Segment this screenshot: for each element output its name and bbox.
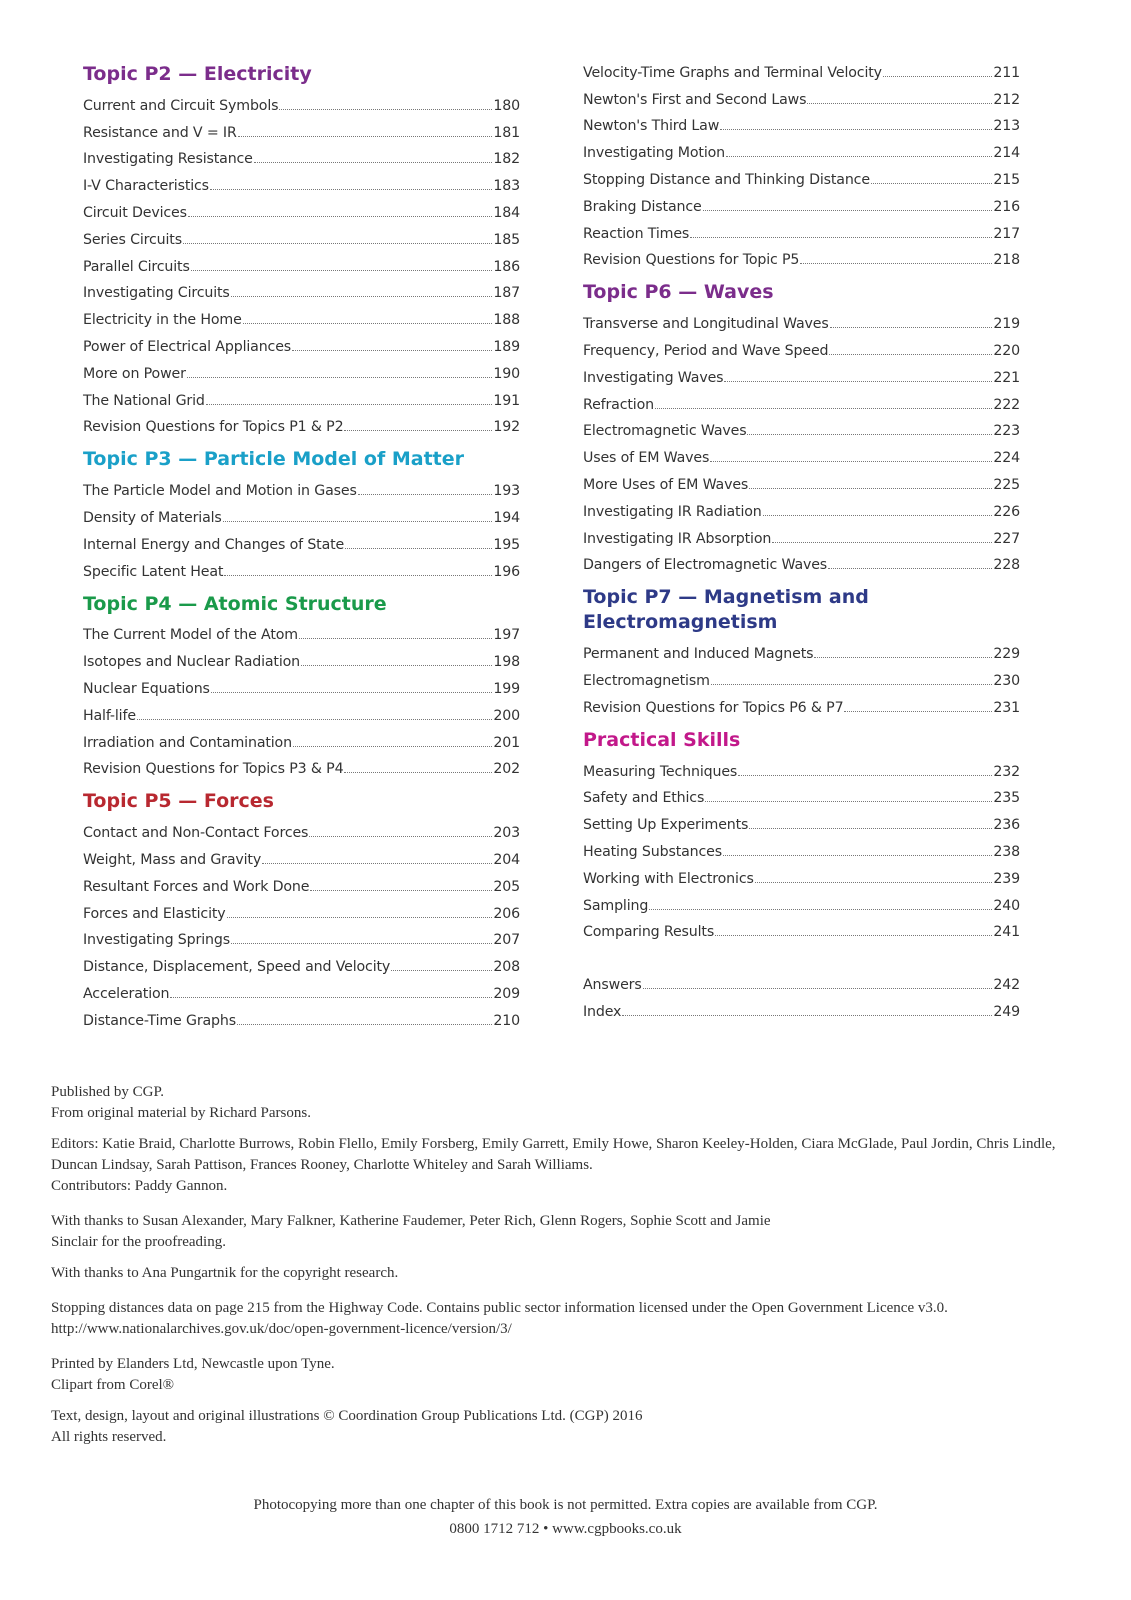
toc-entry-page: 208 (493, 959, 520, 976)
toc-entry-title: Irradiation and Contamination (83, 734, 292, 751)
toc-entry (583, 305, 1020, 332)
toc-entry (83, 275, 520, 302)
toc-entry (583, 520, 1020, 547)
toc-entry (83, 1002, 520, 1029)
toc-entry-title: The National Grid (83, 392, 205, 409)
toc-entry-title: Reaction Times (583, 225, 690, 242)
toc-entry (83, 355, 520, 382)
toc-entry (83, 248, 520, 275)
toc-entry-page: 202 (493, 761, 520, 778)
toc-entry-leader (301, 665, 492, 666)
toc-entry-leader (310, 890, 492, 891)
toc-entry (83, 499, 520, 526)
toc-entry (83, 472, 520, 499)
toc-entry (83, 868, 520, 895)
toc-entry-title: I-V Characteristics (83, 178, 209, 195)
toc-entry-page: 223 (993, 423, 1020, 440)
toc-entry-page: 221 (993, 369, 1020, 386)
toc-entry-leader (747, 434, 992, 435)
toc-entry (83, 167, 520, 194)
toc-entry-leader (262, 863, 492, 864)
toc-section-back (583, 966, 1020, 1020)
toc-entry-leader (883, 76, 992, 77)
toc-entry (83, 814, 520, 841)
toc-entry (583, 914, 1020, 941)
toc-entry-title: More on Power (83, 365, 186, 382)
toc-entry-leader (237, 1024, 492, 1025)
toc-entry-page: 191 (493, 392, 520, 409)
toc-entry (583, 386, 1020, 413)
toc-entry-leader (705, 801, 992, 802)
toc-entry-title: Revision Questions for Topics P1 & P2 (83, 419, 344, 436)
toc-entry-title: Revision Questions for Topics P3 & P4 (83, 761, 344, 778)
contact-line: 0800 1712 712 • www.cgpbooks.co.uk (449, 1521, 682, 1537)
toc-entry-leader (622, 1015, 992, 1016)
toc-entry (583, 966, 1020, 993)
toc-entry-title: More Uses of EM Waves (583, 476, 749, 493)
toc-entry-page: 212 (993, 91, 1020, 108)
toc-entry-page: 180 (493, 97, 520, 114)
toc-entry (583, 54, 1020, 81)
toc-entry (83, 87, 520, 114)
toc-entry (583, 332, 1020, 359)
toc-entry-leader (344, 772, 492, 773)
page-footer (0, 1493, 1131, 1541)
toc-section-p3 (83, 447, 520, 579)
toc-entry-title: Half-life (83, 707, 136, 724)
toc-entry-page: 189 (493, 338, 520, 355)
toc-entry-leader (223, 521, 493, 522)
topic-heading-practical: Practical Skills (583, 728, 741, 751)
toc-section-p4 (83, 592, 520, 778)
toc-entry-leader (299, 638, 492, 639)
toc-entry-leader (170, 997, 492, 998)
toc-entry (583, 689, 1020, 716)
toc-entry-title: Sampling (583, 897, 649, 914)
toc-entry-title: Parallel Circuits (83, 258, 190, 275)
toc-entry-page: 217 (993, 225, 1020, 242)
toc-entry-leader (829, 354, 992, 355)
topic-heading-p3: Topic P3 — Particle Model of Matter (83, 448, 464, 471)
toc-entry-page: 226 (993, 503, 1020, 520)
toc-entry-page: 216 (993, 198, 1020, 215)
toc-entry-page: 236 (993, 817, 1020, 834)
toc-entry-leader (723, 855, 992, 856)
toc-entry-leader (358, 494, 493, 495)
toc-entry-leader (738, 775, 992, 776)
toc-entry-leader (749, 488, 992, 489)
credits-proofreading: With thanks to Susan Alexander, Mary Falkner, Katherine Faudemer, Peter Rich, Glenn Rogers, Sophie Scott and Jamie Sinclair for the proofreading. (51, 1213, 771, 1250)
toc-entry-page: 218 (993, 252, 1020, 269)
toc-entry-leader (703, 210, 993, 211)
toc-entry (83, 975, 520, 1002)
toc-entry-page: 186 (493, 258, 520, 275)
toc-entry-page: 214 (993, 145, 1020, 162)
toc-entry-title: Transverse and Longitudinal Waves (583, 316, 829, 333)
toc-section-p6 (583, 280, 1020, 573)
toc-entry-title: Circuit Devices (83, 204, 187, 221)
toc-entry-title: Nuclear Equations (83, 680, 210, 697)
toc-entry (583, 860, 1020, 887)
toc-entry (583, 134, 1020, 161)
toc-entry (583, 993, 1020, 1020)
toc-entry-page: 201 (493, 734, 520, 751)
toc-entry-page: 209 (493, 985, 520, 1002)
toc-entry (583, 887, 1020, 914)
toc-entry (583, 753, 1020, 780)
toc-entry-page: 231 (993, 699, 1020, 716)
toc-entry (83, 895, 520, 922)
toc-entry-page: 190 (493, 365, 520, 382)
toc-left-column (83, 62, 520, 1029)
toc-entry-page: 182 (493, 151, 520, 168)
toc-entry-page: 199 (493, 680, 520, 697)
topic-heading-p4: Topic P4 — Atomic Structure (83, 592, 387, 615)
toc-entry-page: 232 (993, 763, 1020, 780)
toc-entry-title: Series Circuits (83, 231, 182, 248)
toc-entry-title: Measuring Techniques (583, 763, 738, 780)
toc-entry-leader (224, 575, 492, 576)
toc-entry-title: Specific Latent Heat (83, 563, 224, 580)
contributors-text: Contributors: Paddy Gannon. (51, 1178, 228, 1194)
toc-entry-page: 213 (993, 118, 1020, 135)
toc-entry-page: 222 (993, 396, 1020, 413)
toc-entry-title: Investigating Waves (583, 369, 724, 386)
toc-entry-title: Frequency, Period and Wave Speed (583, 342, 829, 359)
toc-entry-page: 183 (493, 178, 520, 195)
toc-entry-title: Investigating Circuits (83, 285, 230, 302)
toc-entry-leader (720, 129, 992, 130)
credits-editors (51, 1134, 1071, 1197)
toc-entry-leader (844, 711, 992, 712)
published-by: Published by CGP. (51, 1084, 164, 1100)
toc-entry-title: Contact and Non-Contact Forces (83, 825, 309, 842)
toc-entry (83, 141, 520, 168)
toc-entry-page: 206 (493, 905, 520, 922)
toc-entry-leader (211, 692, 493, 693)
toc-entry-page: 194 (493, 509, 520, 526)
toc-entry-title: Acceleration (83, 985, 170, 1002)
toc-entry-title: Newton's First and Second Laws (583, 91, 807, 108)
toc-entry-page: 230 (993, 672, 1020, 689)
toc-entry (583, 493, 1020, 520)
toc-entry-leader (191, 270, 493, 271)
toc-entry-leader (749, 828, 992, 829)
toc-entry (83, 301, 520, 328)
toc-entry-title: Weight, Mass and Gravity (83, 851, 262, 868)
toc-entry-leader (345, 548, 492, 549)
toc-entry-title: Investigating Springs (83, 932, 230, 949)
toc-entry-leader (293, 746, 492, 747)
toc-entry (83, 841, 520, 868)
toc-entry-title: Working with Electronics (583, 870, 754, 887)
toc-entry-leader (649, 909, 992, 910)
toc-entry (583, 161, 1020, 188)
toc-entry-title: Forces and Elasticity (83, 905, 226, 922)
toc-section-p7 (583, 585, 1020, 715)
editors-text: Editors: Katie Braid, Charlotte Burrows, Robin Flello, Emily Forsberg, Emily Garrett, Emily Howe, Sharon Keeley-Holden, Ciara McGlade, Paul Jordin, Chris Lindle, Duncan Lindsay, Sarah Pattison, Frances Rooney, Charlotte Whiteley and Sarah Williams. (51, 1136, 1056, 1173)
toc-entry (583, 188, 1020, 215)
toc-entry-page: 181 (493, 124, 520, 141)
toc-entry-page: 200 (493, 707, 520, 724)
toc-entry (83, 114, 520, 141)
toc-entry-leader (292, 350, 492, 351)
toc-entry-page: 204 (493, 851, 520, 868)
toc-entry-title: Investigating Resistance (83, 151, 253, 168)
topic-heading-p6: Topic P6 — Waves (583, 281, 774, 304)
toc-entry-leader (655, 408, 992, 409)
toc-entry-page: 188 (493, 312, 520, 329)
toc-entry-leader (830, 327, 993, 328)
toc-entry (583, 547, 1020, 574)
toc-entry (583, 780, 1020, 807)
toc-entry-leader (210, 189, 492, 190)
toc-entry-page: 187 (493, 285, 520, 302)
toc-entry-leader (206, 404, 493, 405)
credits-copyright-research: With thanks to Ana Pungartnik for the copyright research. (51, 1265, 399, 1281)
toc-entry (583, 806, 1020, 833)
toc-entry (583, 215, 1020, 242)
toc-entry (83, 948, 520, 975)
photocopy-notice: Photocopying more than one chapter of this book is not permitted. Extra copies are available from CGP. (253, 1497, 878, 1513)
toc-entry-title: Answers (583, 977, 642, 994)
toc-entry-page: 238 (993, 843, 1020, 860)
toc-entry-title: Electromagnetic Waves (583, 423, 747, 440)
toc-entry-page: 210 (493, 1012, 520, 1029)
topic-heading-p7: Topic P7 — Magnetism and Electromagnetism (583, 586, 869, 634)
toc-entry-leader (715, 935, 992, 936)
toc-entry-page: 225 (993, 476, 1020, 493)
toc-entry-title: Revision Questions for Topics P6 & P7 (583, 699, 844, 716)
toc-entry-page: 229 (993, 646, 1020, 663)
toc-entry-page: 195 (493, 536, 520, 553)
toc-entry-leader (724, 381, 992, 382)
toc-entry-title: Setting Up Experiments (583, 817, 749, 834)
toc-entry-title: Resistance and V = IR (83, 124, 237, 141)
toc-entry (83, 643, 520, 670)
toc-entry (583, 635, 1020, 662)
toc-entry (583, 413, 1020, 440)
toc-entry-leader (309, 836, 492, 837)
toc-entry-page: 196 (493, 563, 520, 580)
toc-entry-title: Safety and Ethics (583, 790, 705, 807)
topic-heading-p5: Topic P5 — Forces (83, 790, 274, 813)
toc-section-p5-cont (583, 54, 1020, 268)
toc-entry-title: Velocity-Time Graphs and Terminal Velocity (583, 64, 882, 81)
toc-entry-leader (227, 917, 493, 918)
toc-entry-title: Distance, Displacement, Speed and Velocity (83, 959, 391, 976)
toc-entry (83, 328, 520, 355)
toc-entry-title: Stopping Distance and Thinking Distance (583, 171, 870, 188)
toc-entry-leader (726, 156, 992, 157)
toc-entry-title: Electromagnetism (583, 672, 710, 689)
toc-entry-page: 239 (993, 870, 1020, 887)
toc-entry (83, 221, 520, 248)
toc-entry-page: 228 (993, 557, 1020, 574)
toc-section-p2 (83, 62, 520, 435)
toc-entry-page: 224 (993, 450, 1020, 467)
credits-printing (51, 1354, 1071, 1396)
original-material: From original material by Richard Parsons. (51, 1105, 311, 1121)
toc-entry-leader (254, 162, 493, 163)
credits-publisher (51, 1082, 1071, 1124)
toc-entry-page: 235 (993, 790, 1020, 807)
toc-entry-title: Investigating IR Absorption (583, 530, 772, 547)
toc-entry (83, 617, 520, 644)
toc-entry-title: The Current Model of the Atom (83, 627, 298, 644)
toc-entry-title: Refraction (583, 396, 654, 413)
toc-entry (583, 466, 1020, 493)
toc-entry-title: Newton's Third Law (583, 118, 720, 135)
toc-entry (583, 242, 1020, 269)
toc-entry-page: 185 (493, 231, 520, 248)
toc-entry-title: Density of Materials (83, 509, 222, 526)
toc-entry-page: 241 (993, 924, 1020, 941)
toc-entry-leader (188, 216, 493, 217)
toc-entry-leader (763, 515, 993, 516)
topic-heading-p2: Topic P2 — Electricity (83, 63, 312, 85)
toc-entry (583, 81, 1020, 108)
toc-entry-page: 249 (993, 1003, 1020, 1020)
toc-entry-leader (800, 263, 992, 264)
toc-entry-page: 205 (493, 878, 520, 895)
toc-entry (583, 359, 1020, 386)
toc-entry-leader (187, 377, 493, 378)
toc-entry (83, 526, 520, 553)
toc-entry-leader (183, 243, 492, 244)
toc-entry-page: 211 (993, 64, 1020, 81)
toc-entry (83, 553, 520, 580)
toc-entry (583, 662, 1020, 689)
toc-entry-title: Uses of EM Waves (583, 450, 710, 467)
toc-entry-page: 240 (993, 897, 1020, 914)
printed-by: Printed by Elanders Ltd, Newcastle upon Tyne. (51, 1356, 335, 1372)
toc-entry-title: Braking Distance (583, 198, 702, 215)
toc-entry (83, 697, 520, 724)
toc-entry-leader (391, 970, 492, 971)
toc-entry-title: Internal Energy and Changes of State (83, 536, 345, 553)
toc-entry-leader (807, 103, 992, 104)
toc-entry-title: Comparing Results (583, 924, 715, 941)
toc-entry-leader (710, 461, 992, 462)
clipart-credit: Clipart from Corel® (51, 1377, 175, 1393)
toc-entry-leader (711, 684, 993, 685)
toc-entry-page: 207 (493, 932, 520, 949)
toc-entry-page: 220 (993, 342, 1020, 359)
toc-entry (83, 751, 520, 778)
toc-entry-title: Investigating Motion (583, 145, 726, 162)
toc-entry (583, 439, 1020, 466)
toc-entry-title: Permanent and Induced Magnets (583, 646, 814, 663)
toc-section-practical (583, 728, 1020, 941)
credits-highway-code: Stopping distances data on page 215 from the Highway Code. Contains public sector information licensed under the Open Government Licence v3.0. http://www.nationalarchives.gov.uk/doc/open-government-licence/version/3/ (51, 1300, 948, 1337)
toc-entry-title: The Particle Model and Motion in Gases (83, 483, 357, 500)
toc-entry-title: Distance-Time Graphs (83, 1012, 236, 1029)
toc-entry-page: 215 (993, 171, 1020, 188)
toc-entry-title: Current and Circuit Symbols (83, 97, 279, 114)
toc-entry (83, 922, 520, 949)
toc-entry-page: 184 (493, 204, 520, 221)
toc-entry-page: 219 (993, 316, 1020, 333)
toc-entry (583, 108, 1020, 135)
toc-entry (83, 670, 520, 697)
toc-entry-leader (690, 237, 992, 238)
toc-entry-leader (871, 183, 992, 184)
toc-section-p5 (83, 789, 520, 1028)
toc-entry-title: Isotopes and Nuclear Radiation (83, 654, 301, 671)
toc-entry-leader (243, 323, 493, 324)
toc-entry (83, 382, 520, 409)
toc-entry (83, 724, 520, 751)
toc-entry-leader (279, 109, 492, 110)
toc-entry-title: Electricity in the Home (83, 312, 242, 329)
toc-entry-leader (231, 296, 493, 297)
toc-entry-page: 193 (493, 483, 520, 500)
toc-entry-leader (643, 988, 993, 989)
toc-entry-leader (231, 943, 492, 944)
toc-entry-leader (814, 657, 992, 658)
copyright-text: Text, design, layout and original illustrations © Coordination Group Publications Ltd. (CGP) 2016 (51, 1408, 643, 1424)
toc-entry-leader (828, 568, 992, 569)
toc-entry-page: 227 (993, 530, 1020, 547)
toc-entry-leader (238, 136, 493, 137)
toc-entry-title: Dangers of Electromagnetic Waves (583, 557, 828, 574)
publication-credits (51, 1082, 1071, 1458)
toc-entry-title: Investigating IR Radiation (583, 503, 762, 520)
credits-copyright (51, 1406, 1071, 1448)
toc-entry-leader (137, 719, 492, 720)
toc-right-column (583, 62, 1020, 1020)
toc-entry-leader (772, 542, 992, 543)
rights-text: All rights reserved. (51, 1429, 167, 1445)
toc-entry-title: Revision Questions for Topic P5 (583, 252, 800, 269)
toc-entry-page: 203 (493, 825, 520, 842)
toc-entry-page: 192 (493, 419, 520, 436)
toc-entry (83, 194, 520, 221)
toc-entry-title: Index (583, 1003, 622, 1020)
toc-entry-page: 198 (493, 654, 520, 671)
toc-entry-title: Power of Electrical Appliances (83, 338, 292, 355)
toc-entry-leader (344, 430, 492, 431)
toc-entry-title: Heating Substances (583, 843, 722, 860)
toc-entry (583, 833, 1020, 860)
toc-entry-page: 242 (993, 977, 1020, 994)
toc-entry (83, 409, 520, 436)
toc-entry-title: Resultant Forces and Work Done (83, 878, 310, 895)
toc-entry-page: 197 (493, 627, 520, 644)
toc-entry-leader (755, 882, 993, 883)
